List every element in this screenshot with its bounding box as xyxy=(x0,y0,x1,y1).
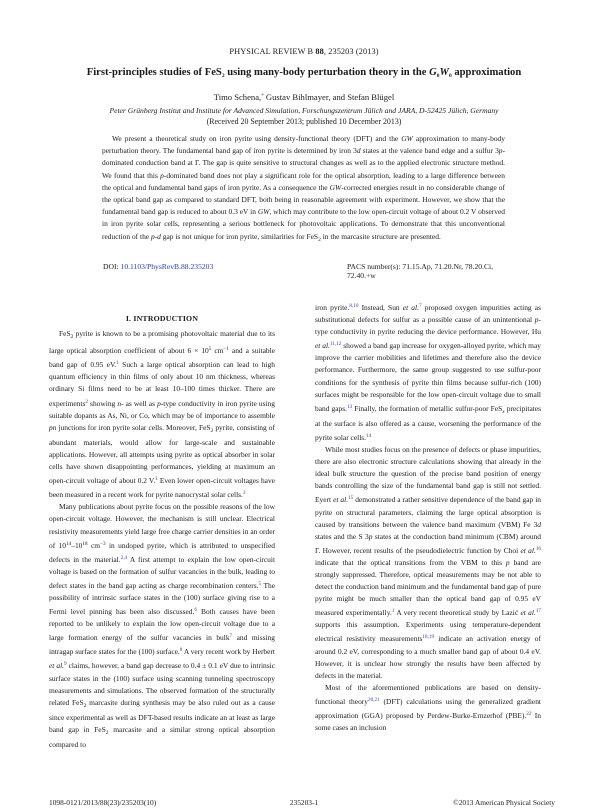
pacs-numbers: PACS number(s): 71.15.Ap, 71.20.Nr, 78.20.Ci, 72.40.+w xyxy=(347,262,494,280)
corresponding-author-link[interactable]: * xyxy=(261,93,264,99)
text: precipitates at the surface is also offered as a cause, worsening the performance of the pyrite solar cells. xyxy=(315,403,542,442)
italic-symbol: p xyxy=(368,531,373,541)
italic-text: et al. xyxy=(333,495,349,505)
text: Most of the aforementioned publications are based on density-functional theory xyxy=(315,682,541,706)
abstract-text: -dominated band does not play a significant role for the optical absorption, leading to a large difference between the optical and fundamental band gaps of iron pyrite. As a consequence the xyxy=(102,170,505,192)
section-heading: I. INTRODUCTION xyxy=(125,314,199,323)
journal-volume: 88 xyxy=(315,47,324,56)
text: pyrite, consisting of abundant materials, would allow for large-scale and sustainable applications. However, all attempts using pyrite as optical absorber in solar cells have shown disappointing performances, yielding at maximum an open-circuit voltage of about 0.2 V. xyxy=(49,422,275,486)
abstract-symbol: p xyxy=(498,146,503,156)
italic-symbol: p xyxy=(534,315,539,325)
text: A very recent work by Herbert xyxy=(182,647,275,657)
reference-link[interactable]: 2 xyxy=(85,398,88,405)
title-symbol: W xyxy=(439,67,449,78)
text: indicate that the optical transitions from the VBM to this xyxy=(315,557,506,567)
italic-symbol: p xyxy=(505,557,510,567)
abstract-text: gap is not unique for iron pyrite, similarities for FeS xyxy=(160,231,319,241)
italic-text: et al. xyxy=(315,341,330,351)
text: claims, however, a band gap decrease to 0.4 ± 0.1 eV due to intrinsic surface states in the (100) surface using scanning tunneling spectroscopy measurements and simulations. The observed formation of the structurally related FeS xyxy=(49,661,275,707)
footer-copyright: ©2013 American Physical Society xyxy=(453,798,555,807)
text: supports this assumption. Experiments using temperature-dependent electrical resistivity measurements xyxy=(315,620,541,644)
abstract-text: approximation to many-body perturbation theory. The fundamental band gap of iron pyrite is determined by iron 3 xyxy=(102,134,505,156)
abstract-symbol: p xyxy=(160,170,164,180)
text: A first attempt to explain the low open-circuit voltage is based on the formation of sulfur vacancies in the bulk, leading to defect states in the band gap acting as charge recombination centers. xyxy=(49,554,276,590)
abstract-text: in the marcasite structure are presented. xyxy=(320,231,441,241)
reference-link[interactable]: 18,19 xyxy=(422,634,435,641)
title-text: using many-body perturbation theory in the xyxy=(224,67,430,78)
abstract-symbol: d xyxy=(356,146,361,156)
text: proposed oxygen impurities acting as substitutional defects for sulfur as a possible cause of an unintentional xyxy=(315,303,541,325)
text: cm xyxy=(87,540,101,550)
text: junctions for iron pyrite solar cells. Moreover, FeS xyxy=(56,422,211,432)
italic-symbol: p xyxy=(157,398,161,408)
article-meta xyxy=(103,262,505,280)
superscript: 5 xyxy=(208,346,212,353)
subscript: x xyxy=(502,408,505,415)
italic-text: et al. xyxy=(49,661,65,671)
reference-link[interactable]: 2,4 xyxy=(120,554,128,561)
text: demonstrated a rather sensitive dependence of the band gap in pyrite on structural parameters, claiming the large optical absorption is caused by transitions between the valence band maximum (VBM) Fe 3 xyxy=(315,495,541,529)
title-subscript: 0 xyxy=(448,73,452,79)
abstract-symbol: GW xyxy=(329,182,342,192)
reference-link[interactable]: 11,12 xyxy=(329,341,342,348)
text: and a suitable band gap of 0.95 eV. xyxy=(49,346,275,370)
abstract-text: states at the valence band edge and a sulfur 3 xyxy=(360,146,499,156)
paragraph xyxy=(49,328,275,501)
abstract-text: -corrected energies result in no considerable change of the optical band gap as compared to standard DFT, both being in reasonable agreement with experiment. However, we show that the fundamental band gap is reduced to about 0.3 eV in xyxy=(102,182,505,217)
title-subscript: 2 xyxy=(221,73,225,79)
text: The possibility of intrinsic surface states in the (100) surface giving rise to a Fermi level pinning has been also discussed. xyxy=(49,580,276,617)
italic-symbol: pn xyxy=(49,422,57,432)
author-name: Timo Schena, xyxy=(213,92,262,102)
reference-link[interactable]: 8 xyxy=(179,647,183,654)
abstract xyxy=(102,133,505,246)
text: Even lower open-circuit voltages have been measured in a recent work for pyrite nanocrystal solar cells. xyxy=(49,476,275,500)
reference-link[interactable]: 6 xyxy=(194,607,197,614)
title-text: First-principles studies of FeS xyxy=(86,67,222,78)
reference-link[interactable]: 17 xyxy=(535,608,541,615)
text: Such a large optical absorption can lead to high quantum efficiency in thin films of only about 10 nm thickness, whereas ordinary Si films need to be at least 10–100 times thicker. There are experiments xyxy=(49,360,275,408)
reference-link[interactable]: 1 xyxy=(116,360,119,367)
text: -type conductivity in iron pyrite using suitable dopants as As, Ni, or Co, which may be of importance to assemble xyxy=(49,398,275,420)
title-text: approximation xyxy=(451,67,522,78)
title-symbol: G xyxy=(429,67,437,78)
doi-link[interactable]: 10.1103/PhysRevB.88.235203 xyxy=(120,262,214,271)
text: in undoped pyrite, which is attributed to unspecified defects in the material. xyxy=(49,540,276,564)
text: iron pyrite. xyxy=(315,303,350,312)
text: Instead, Sun xyxy=(358,303,403,312)
reference-link[interactable]: 20,21 xyxy=(367,696,380,703)
reference-link[interactable]: 8,10 xyxy=(349,303,359,309)
italic-text: et al. xyxy=(520,608,536,618)
text: and missing intragap surface states for the (100) surface. xyxy=(49,633,275,657)
abstract-text: , which may contribute to the low open-circuit voltage of about 0.2 V observed in iron pyrite solar cells, representing a serious bottleneck for photovoltaic applications. To demonstrate that this unconventional reduction of the xyxy=(102,207,505,241)
footer-issn: 1098-0121/2013/88(23)/235203(10) xyxy=(49,798,157,807)
subscript: 2 xyxy=(70,334,74,341)
reference-link[interactable]: 7 xyxy=(418,303,422,309)
text: - as well as xyxy=(121,398,158,408)
italic-symbol: d xyxy=(537,519,541,529)
italic-text: et al. xyxy=(402,303,419,312)
author-list xyxy=(0,92,608,102)
abstract-symbol: GW xyxy=(401,134,413,143)
text: Both causes have been reported to be unlikely to explain the low open-circuit voltage due to a large formation energy of the sulfur vacancies in bulk xyxy=(49,607,275,643)
author-names: Gustav Bihlmayer, and Stefan Blügel xyxy=(263,92,395,102)
left-column xyxy=(49,313,275,751)
text: –10 xyxy=(71,540,83,550)
reference-link[interactable]: 14 xyxy=(366,432,372,439)
paper-title xyxy=(0,67,608,79)
text: pyrite is known to be a promising photovoltaic material due to its large optical absorption coefficient of about 6 × 10 xyxy=(49,329,275,356)
reference-link[interactable]: 15 xyxy=(348,495,354,502)
text: In some cases an inclusion xyxy=(315,711,541,733)
reference-link[interactable]: 5 xyxy=(258,580,262,587)
journal-name: PHYSICAL REVIEW B xyxy=(229,47,314,56)
journal-article-year: , 235203 (2013) xyxy=(323,47,379,56)
reference-link[interactable]: 22 xyxy=(526,711,532,717)
paragraph xyxy=(315,444,541,682)
journal-header xyxy=(0,47,608,56)
received-dates: (Received 20 September 2013; published 10 December 2013) xyxy=(206,117,402,126)
abstract-subscript: 2 xyxy=(318,236,321,243)
italic-symbol: n xyxy=(117,398,122,408)
right-column xyxy=(315,300,541,734)
text: (DFT) calculations using the generalized gradient approximation (GGA) proposed by Perdew-Burke-Ernzerhof (PBE). xyxy=(315,696,541,720)
text: states and the S 3 xyxy=(315,531,369,541)
text: marcasite and a similar strong optical absorption compared to xyxy=(49,724,276,749)
text: FeS xyxy=(59,329,71,339)
footer-page-number: 235203-1 xyxy=(289,798,319,807)
reference-link[interactable]: 1 xyxy=(391,608,395,615)
abstract-text: We present a theoretical study on iron pyrite using density-functional theory (DFT) and the xyxy=(112,134,402,143)
text: showing xyxy=(87,398,118,408)
superscript: −3 xyxy=(100,540,106,547)
reference-link[interactable]: 16 xyxy=(535,545,541,552)
subscript: 2 xyxy=(105,729,109,736)
abstract-text: -dominated conduction band at Γ. The gap is quite sensitive to structural changes as well as to the applied electronic structure method. We found that this xyxy=(102,146,505,180)
text: While most studies focus on the presence of defects or phase impurities, there are also electronic structure calculations showing that already in the ideal bulk structure the question of the precise band position of energy bands controlling the size of the fundamental band gap is still not settled. Eyert xyxy=(315,445,541,505)
reference-link[interactable]: 9 xyxy=(64,661,67,668)
italic-text: et al. xyxy=(520,545,536,555)
paragraph xyxy=(315,682,541,734)
superscript: 18 xyxy=(82,540,88,547)
text: -type conductivity in pyrite reducing the device performance. However, Hu xyxy=(315,315,541,337)
text: indicate an activation energy of around 0.2 eV, corresponding to a much smaller band gap of about 0.4 eV. However, it is unclear how strongly the results have been affected by defects in the material. xyxy=(315,634,541,680)
reference-link[interactable]: 13 xyxy=(346,403,353,410)
title-subscript: 0 xyxy=(436,73,440,79)
doi-label: DOI: xyxy=(103,262,121,271)
reference-link[interactable]: 1 xyxy=(155,476,158,483)
text: A very recent theoretical study by Lazić xyxy=(394,608,521,618)
reference-link[interactable]: 7 xyxy=(229,633,233,640)
text: Finally, the formation of metallic sulfur-poor FeS xyxy=(352,403,503,413)
abstract-symbol: p-d xyxy=(150,231,161,241)
reference-link[interactable]: 3 xyxy=(242,490,246,497)
affiliation: Peter Grünberg Institut and Institute for Advanced Simulation, Forschungszentrum Jülich and JARA, D-52425 Jülich, Germany xyxy=(109,106,499,115)
paragraph xyxy=(49,501,275,751)
abstract-symbol: GW xyxy=(257,207,270,217)
paragraph xyxy=(315,300,541,444)
superscript: 14 xyxy=(66,540,72,547)
text: band are strongly suppressed. Therefore, optical measurements may be not able to detect the conduction band minimum and the fundamental band gap of pure pyrite might be much smaller than the optical band gap of 0.95 eV measured experimentally. xyxy=(315,557,541,618)
superscript: −1 xyxy=(223,346,229,353)
text: cm xyxy=(211,346,224,356)
subscript: 2 xyxy=(210,427,214,434)
text: showed a band gap increase for oxygen-alloyed pyrite, which may improve the carrier mobilities and lifetimes and therefore also the device performance. Furthermore, the same group suggested to use sulfur-poor conditions for the synthesis of pyrite thin films because sulfur-rich (100) surfaces might be responsible for the low open-circuit voltage due to small band gaps. xyxy=(315,341,541,413)
text: states at the conduction band minimum (CBM) around Γ. However, recent results of the pseudodielectric function by Choi xyxy=(315,531,541,555)
subscript: 2 xyxy=(83,702,87,709)
text: marcasite during synthesis may be also ruled out as a cause since experimental as well as DFT-based results indicate an at least as large band gap in FeS xyxy=(49,697,275,734)
text: Many publications about pyrite focus on the possible reasons of the low open-circuit voltage. However, the mechanism is still unclear. Electrical resistivity measurements yield large free charge carrier densities in an order of 10 xyxy=(49,502,275,550)
